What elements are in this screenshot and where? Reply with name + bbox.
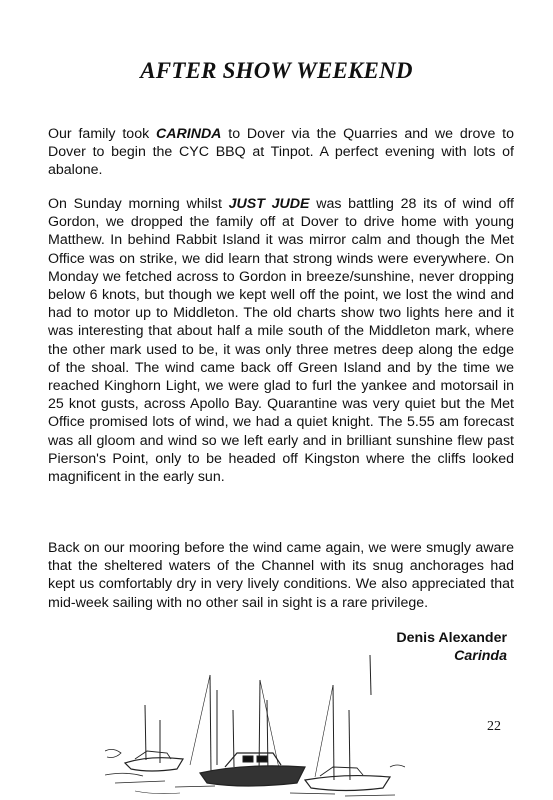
page-title: AFTER SHOW WEEKEND bbox=[140, 58, 413, 83]
signature-name: Denis Alexander bbox=[396, 630, 507, 646]
paragraph-3: Back on our mooring before the wind came again, we were smugly aware that the sheltered waters of the Channel with its snug anchorages had kept us comfortably dry in very lively conditions. We also appreciated that mid-week sailing with no other sail in sight is a rare privilege. bbox=[48, 540, 514, 611]
boat-name-just-jude: JUST JUDE bbox=[228, 196, 310, 212]
page-number: 22 bbox=[487, 719, 501, 734]
signature-boat: Carinda bbox=[454, 648, 507, 664]
boat-name-carinda: CARINDA bbox=[156, 126, 222, 142]
paragraph-2-text-a: On Sunday morning whilst bbox=[48, 196, 229, 212]
paragraph-1 bbox=[48, 125, 514, 180]
paragraph-1-text-b: to Dover via the Quarries and we drove to Dover to begin the CYC BBQ at Tinpot. A perfect evening with lots of abalone. bbox=[48, 126, 514, 179]
paragraph-2-text-b: was battling 28 its of wind off Gordon, we dropped the family off at Dover to drive home with young Matthew. In behind Rabbit Island it was mirror calm and though the Met Office was on strike, we did learn that strong winds were everywhere. On Monday we fetched across to Gordon in breeze/sunshine, never dropping below 6 knots, but though we kept well off the point, we lost the wind and had to motor up to Middleton. The old charts show two lights here and it was interesting that about half a mile south of the Middleton mark, where the other mark used to be, it was only three metres deep along the edge of the shoal. The wind came back off Green Island and by the time we reached Kinghorn Light, we were glad to furl the yankee and motorsail in 25 knot gusts, across Apollo Bay. Quarantine was very quiet but the Met Office promised lots of wind, we had a quiet knight. The 5.55 am forecast was all gloom and wind so we left early and in brilliant sunshine flew past Pierson's Point, only to be headed off Kingston where the cliffs looked magnificent in the early sun. bbox=[48, 196, 514, 486]
paragraph-1-text-a: Our family took bbox=[48, 126, 157, 142]
harbour-sketch-illustration bbox=[105, 655, 405, 800]
paragraph-2 bbox=[48, 195, 514, 486]
